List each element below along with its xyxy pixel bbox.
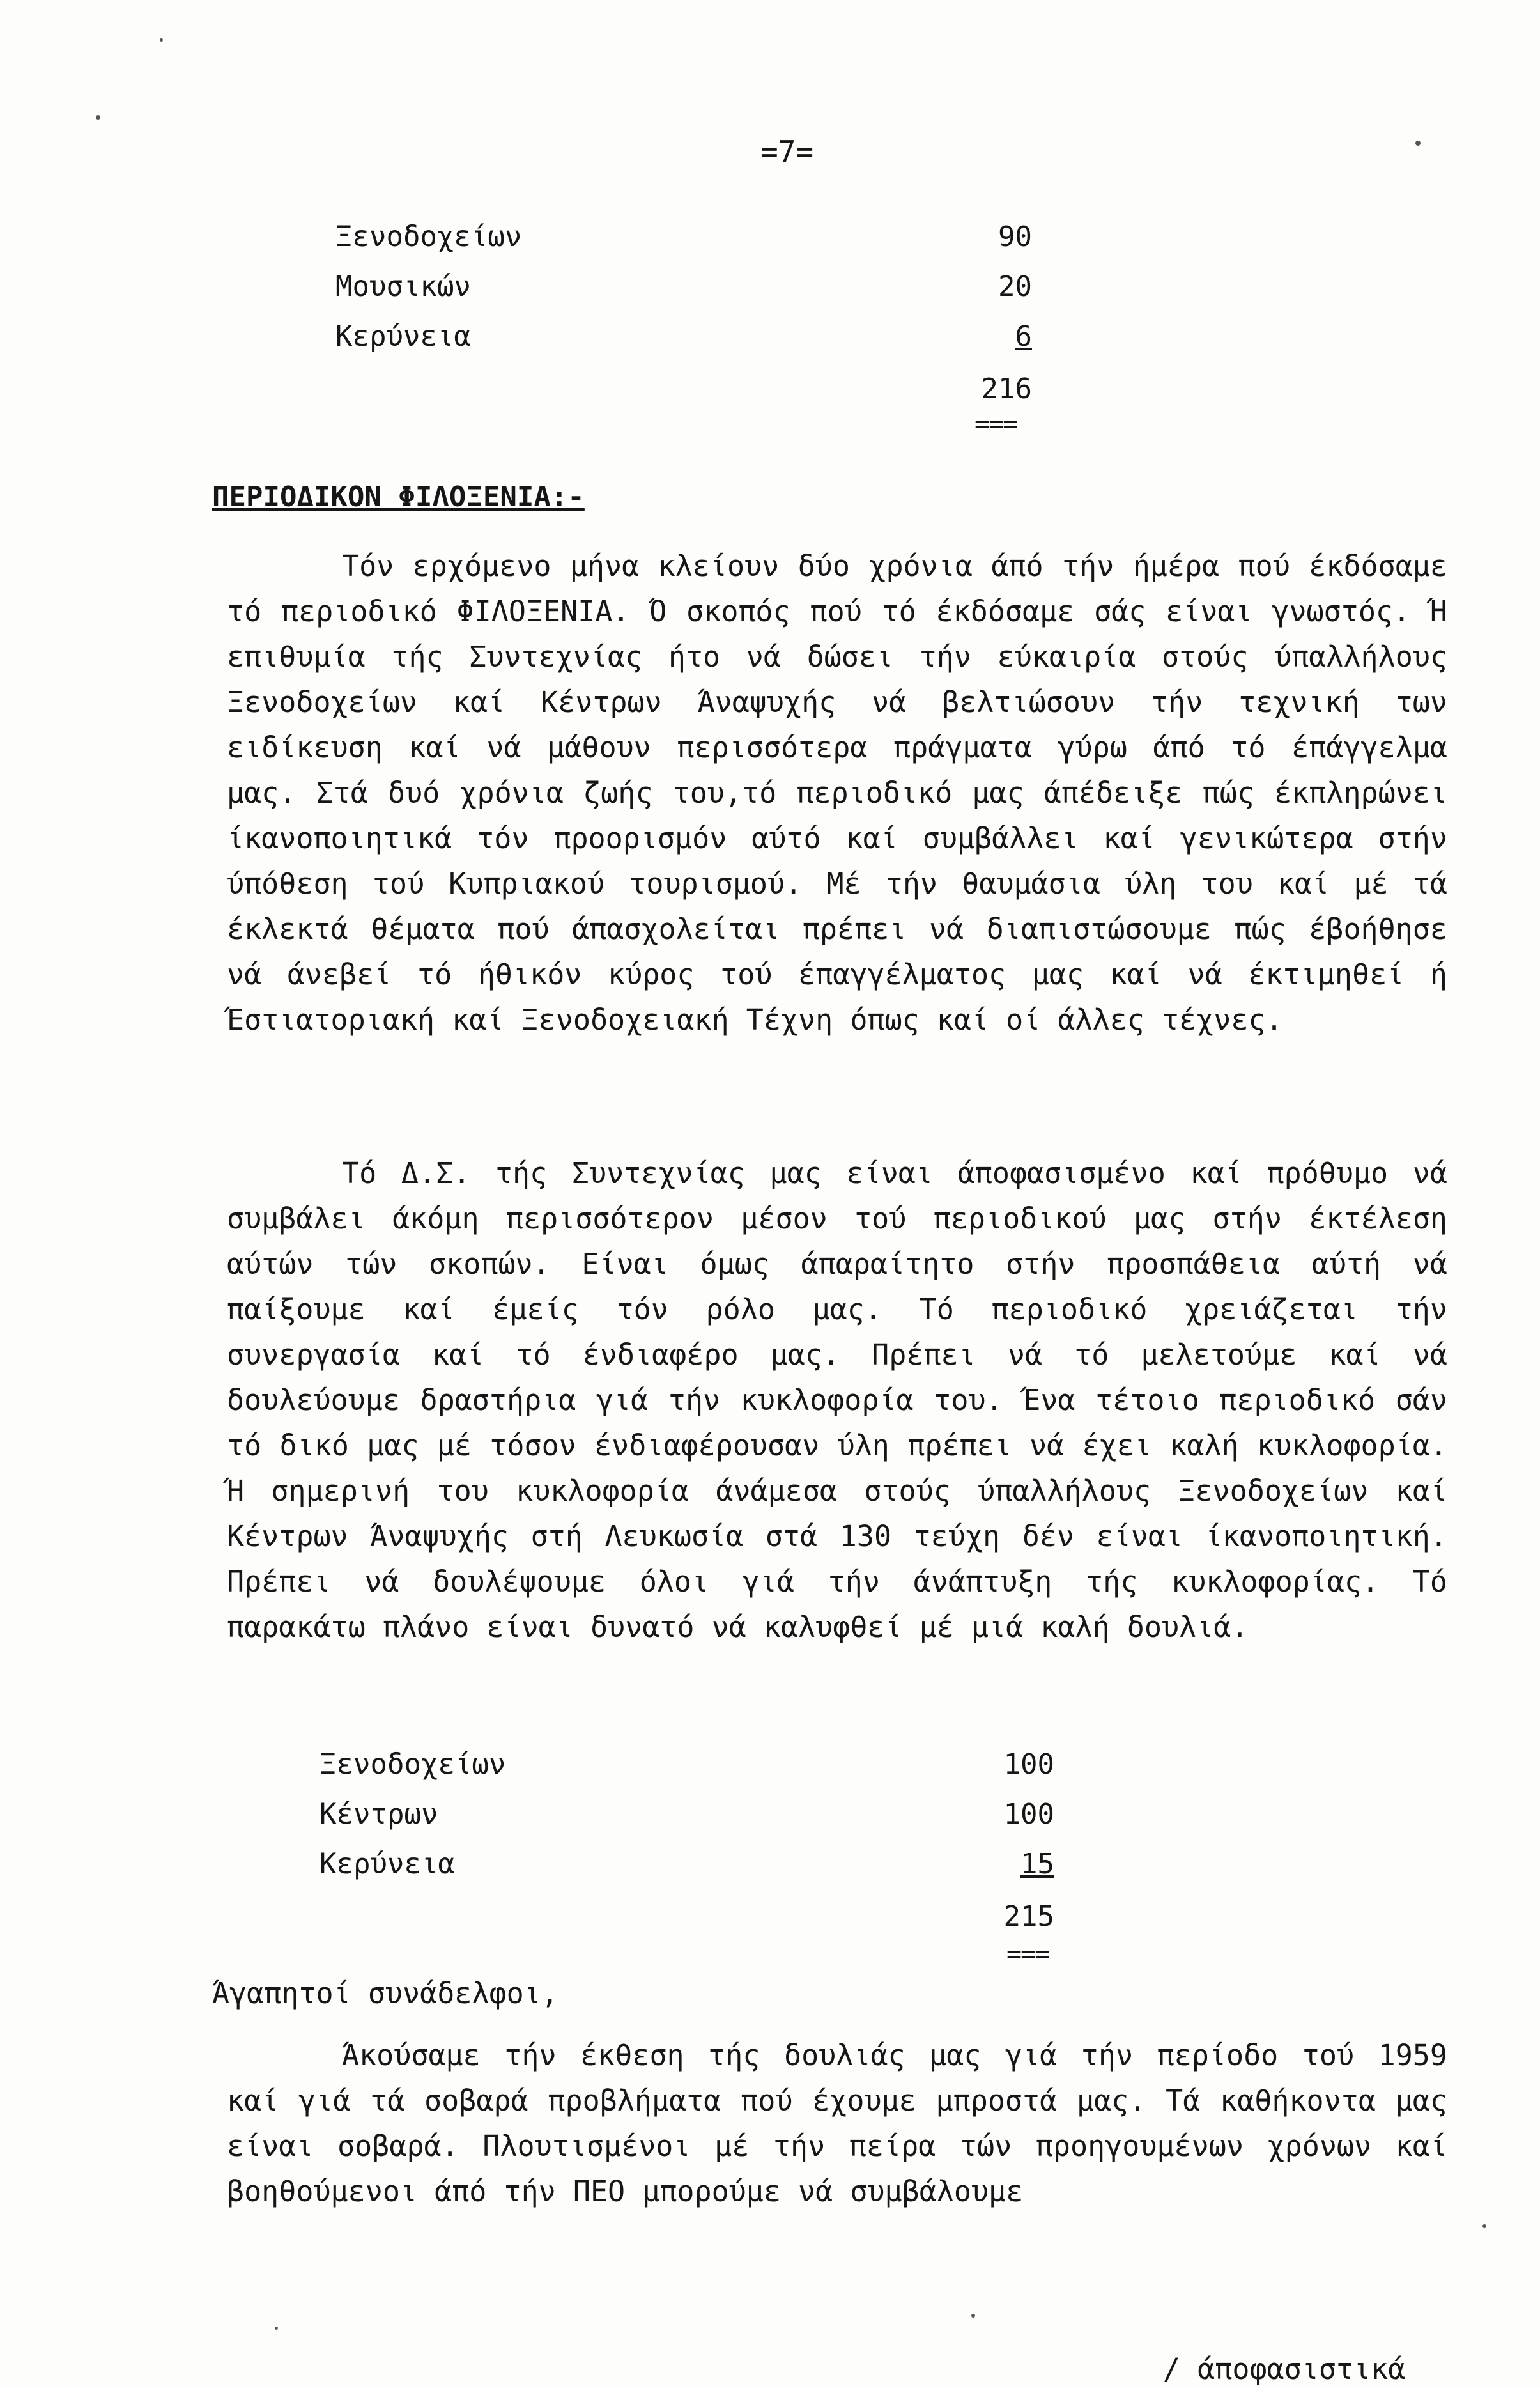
paragraph: Τόν ερχόμενο μήνα κλείουν δύο χρόνια άπό τήν ήμέρα πού έκδόσαμε τό περιοδικό ΦΙΛΟΞΕΝΙΑ. Ό σκοπός πού τό έκδόσαμε σάς είναι γνωστός. Ή επιθυμία τής Συντεχνίας ήτο νά δώσει τήν εύκαιρία στούς ύπαλλήλους Ξενοδοχείων καί Κέντρων Άναψυχής νά βελτιώσουν τήν τεχνική των ειδίκευση καί νά μάθουν περισσότερα πράγματα γύρω άπό τό έπάγγελμα μας. Στά δυό χρόνια ζωής του,τό περιοδικό μας άπέδειξε πώς έκπληρώνει ίκανοποιητικά τόν προορισμόν αύτό καί συμβάλλει καί γενικώτερα στήν ύπόθεση τού Κυπριακού τουρισμού. Μέ τήν θαυμάσια ύλη του καί μέ τά έκλεκτά θέματα πού άπασχολείται πρέπει νά διαπιστώσουμε πώς έβοήθησε νά άνεβεί τό ήθικόν κύρος τού έπαγγέλματος μας καί νά έκτιμηθεί ή Έστιατοριακή καί Ξενοδοχειακή Τέχνη όπως καί οί άλλες τέχνες. xyxy=(227,549,1447,1037)
tally-row xyxy=(335,320,471,353)
paragraph: Τό Δ.Σ. τής Συντεχνίας μας είναι άποφασισμένο καί πρόθυμο νά συμβάλει άκόμη περισσότερον μέσον τού περιοδικού μας στήν έκτέλεση αύτών τών σκοπών. Είναι όμως άπαραίτητο στήν προσπάθεια αύτή νά παίξουμε καί έμείς τόν ρόλο μας. Τό περιοδικό χρειάζεται τήν συνεργασία καί τό ένδιαφέρο μας. Πρέπει νά τό μελετούμε καί νά δουλεύουμε δραστήρια γιά τήν κυκλοφορία του. Ένα τέτοιο περιοδικό σάν τό δικό μας μέ τόσον ένδιαφέρουσαν ύλη πρέπει νά έχει καλή κυκλοφορία. Ή σημερινή του κυκλοφορία άνάμεσα στούς ύπαλλήλους Ξενοδοχείων καί Κέντρων Άναψυχής στή Λευκωσία στά 130 τεύχη δέν είναι ίκανοποιητική. Πρέπει νά δουλέψουμε όλοι γιά τήν άνάπτυξη τής κυκλοφορίας. Τό παρακάτω πλάνο είναι δυνατό νά καλυφθεί μέ μιά καλή δουλιά. xyxy=(227,1156,1447,1644)
total-double-rule: === xyxy=(974,410,1017,439)
tally-total: 216 xyxy=(981,373,1032,405)
tally-row xyxy=(335,270,471,303)
tally-value: 6 xyxy=(1015,320,1032,353)
tally-value: 15 xyxy=(1020,1848,1054,1880)
tally-label: Ξενοδοχείων xyxy=(335,221,522,253)
tally-label: Κερύνεια xyxy=(335,320,471,353)
continuation-catchword: / άποφασιστικά xyxy=(1163,2352,1406,2386)
tally-row xyxy=(335,221,521,253)
salutation: Άγαπητοί συνάδελφοι, xyxy=(212,1976,558,2010)
tally-value: 90 xyxy=(998,221,1032,253)
tally-value: 100 xyxy=(1003,1748,1054,1781)
tally-label: Κέντρων xyxy=(320,1798,438,1831)
paragraph: Άκούσαμε τήν έκθεση τής δουλιάς μας γιά τήν περίοδο τού 1959 καί γιά τά σοβαρά προβλήματα πού έχουμε μπροστά μας. Τά καθήκοντα μας είναι σοβαρά. Πλουτισμένοι μέ τήν πείρα τών προηγουμένων χρόνων καί βοηθούμενοι άπό τήν ΠΕΟ μπορούμε νά συμβάλουμε xyxy=(227,2038,1447,2208)
page-number: =7= xyxy=(760,134,814,169)
section-heading: ΠΕΡΙΟΔΙΚΟΝ ΦΙΛΟΞΕΝΙΑ:- xyxy=(212,481,585,513)
tally-row xyxy=(320,1798,438,1831)
tally-label: Μουσικών xyxy=(335,270,471,303)
tally-value: 100 xyxy=(1003,1798,1054,1831)
total-double-rule: === xyxy=(1006,1940,1049,1969)
tally-row xyxy=(320,1848,455,1880)
tally-label: Κερύνεια xyxy=(320,1848,455,1880)
tally-row xyxy=(320,1748,505,1781)
tally-value: 20 xyxy=(998,270,1032,303)
tally-total: 215 xyxy=(1003,1900,1054,1933)
tally-label: Ξενοδοχείων xyxy=(320,1748,506,1781)
